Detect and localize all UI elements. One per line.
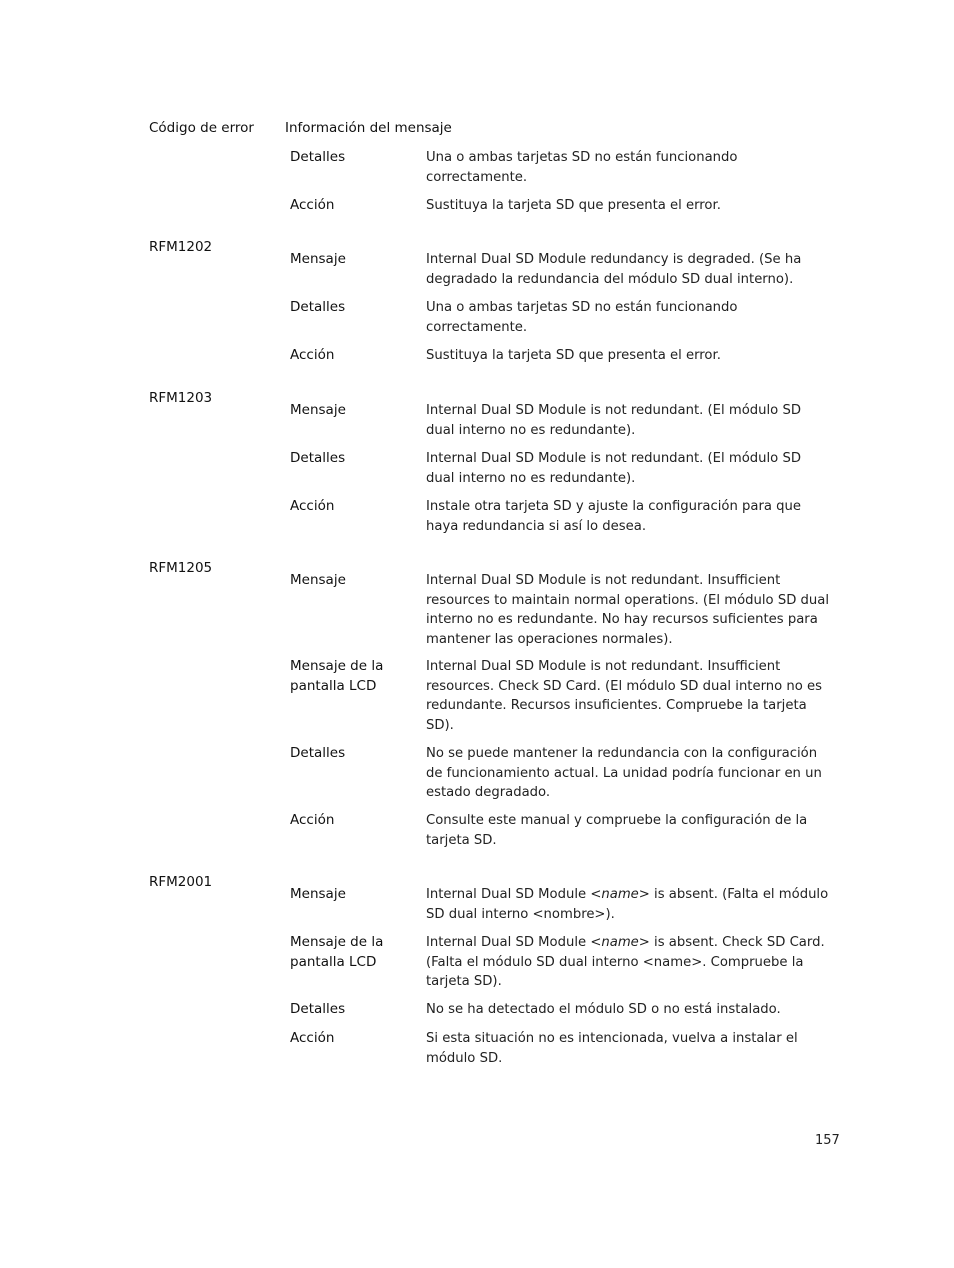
message-label: Mensaje bbox=[290, 886, 346, 902]
error-code-rfm1203: RFM1203 bbox=[149, 390, 213, 406]
action-label: Acción bbox=[290, 498, 335, 514]
message-text: Internal Dual SD Module redundancy is degraded. (Se ha degradado la redundancia del módulo SD dual interno). bbox=[426, 252, 802, 287]
message-label: Mensaje bbox=[290, 402, 346, 418]
column-header-error-code: Código de error bbox=[149, 120, 254, 136]
message-text-end: > is absent. (Falta el módulo SD dual interno <nombre>). bbox=[426, 887, 829, 922]
action-text: Sustituya la tarjeta SD que presenta el error. bbox=[426, 198, 721, 213]
action-label: Acción bbox=[290, 347, 335, 363]
message-text-start: Internal Dual SD Module < bbox=[426, 887, 602, 902]
lcd-message-label: Mensaje de la pantalla LCD bbox=[290, 658, 384, 694]
action-label: Acción bbox=[290, 1030, 335, 1046]
action-text: Consulte este manual y compruebe la configuración de la tarjeta SD. bbox=[426, 813, 808, 848]
message-variable: name bbox=[601, 887, 639, 902]
lcd-variable: name bbox=[601, 935, 639, 950]
message-label: Mensaje bbox=[290, 251, 346, 267]
details-label: Detalles bbox=[290, 745, 346, 761]
action-label: Acción bbox=[290, 197, 335, 213]
action-text: Si esta situación no es intencionada, vuelva a instalar el módulo SD. bbox=[426, 1031, 798, 1066]
lcd-message-label: Mensaje de la pantalla LCD bbox=[290, 934, 384, 970]
message-text: Internal Dual SD Module is not redundant. (El módulo SD dual interno no es redundante). bbox=[426, 403, 801, 438]
page-number: 157 bbox=[815, 1133, 840, 1148]
details-label: Detalles bbox=[290, 149, 346, 165]
message-text bbox=[426, 885, 831, 924]
message-text: Internal Dual SD Module is not redundant. Insufficient resources to maintain normal operations. (El módulo SD dual interno no es redundante. No hay recursos suficientes para mantener las operaciones normales). bbox=[426, 573, 830, 647]
error-code-rfm1202: RFM1202 bbox=[149, 239, 213, 255]
error-code-rfm2001: RFM2001 bbox=[149, 874, 213, 890]
column-header-message-info: Información del mensaje bbox=[285, 120, 452, 136]
details-text: Una o ambas tarjetas SD no están funcionando correctamente. bbox=[426, 150, 738, 185]
details-text: Una o ambas tarjetas SD no están funcionando correctamente. bbox=[426, 300, 738, 335]
details-text: No se ha detectado el módulo SD o no está instalado. bbox=[426, 1002, 781, 1017]
details-text: No se puede mantener la redundancia con la configuración de funcionamiento actual. La unidad podría funcionar en un estado degradado. bbox=[426, 746, 822, 800]
details-label: Detalles bbox=[290, 299, 346, 315]
message-label: Mensaje bbox=[290, 572, 346, 588]
lcd-text-start: Internal Dual SD Module < bbox=[426, 935, 602, 950]
action-text: Instale otra tarjeta SD y ajuste la configuración para que haya redundancia si así lo desea. bbox=[426, 499, 802, 534]
details-label: Detalles bbox=[290, 450, 346, 466]
error-code-rfm1205: RFM1205 bbox=[149, 560, 213, 576]
lcd-message-text bbox=[426, 933, 831, 992]
details-label: Detalles bbox=[290, 1001, 346, 1017]
action-label: Acción bbox=[290, 812, 335, 828]
lcd-text-end: > is absent. Check SD Card. (Falta el módulo SD dual interno <name>. Compruebe la tarjeta SD). bbox=[426, 935, 825, 989]
details-text: Internal Dual SD Module is not redundant. (El módulo SD dual interno no es redundante). bbox=[426, 451, 801, 486]
action-text: Sustituya la tarjeta SD que presenta el error. bbox=[426, 348, 721, 363]
lcd-message-text: Internal Dual SD Module is not redundant. Insufficient resources. Check SD Card. (El módulo SD dual interno no es redundante. Recursos insuficientes. Compruebe la tarjeta SD). bbox=[426, 659, 823, 733]
